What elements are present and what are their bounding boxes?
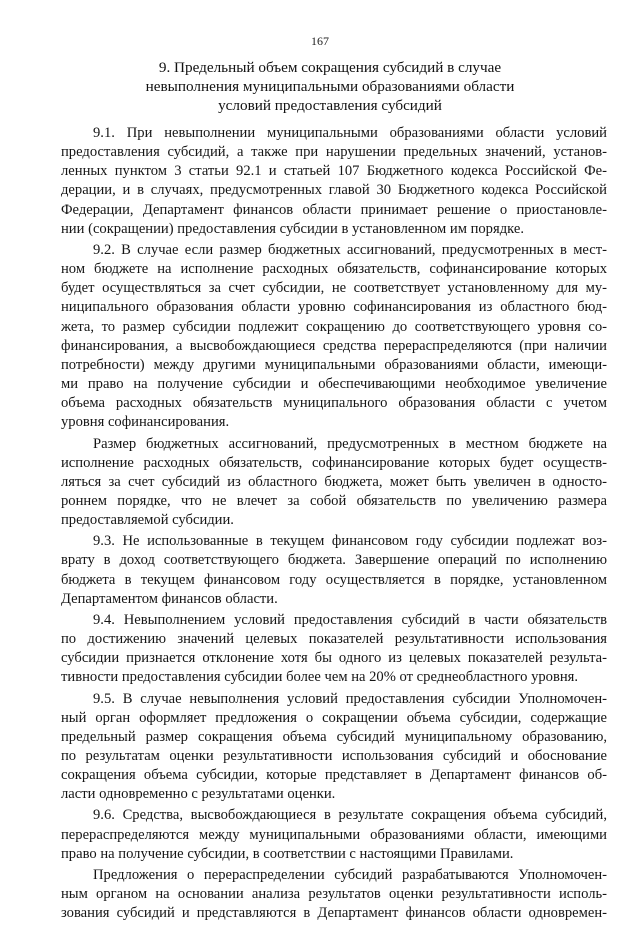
paragraph-line: ным органом на основании анализа результатов оценки результативности исполь- xyxy=(61,886,607,903)
paragraph-line: тивности предоставления субсидии более чем на 20% от среднеобластного уровня. xyxy=(61,669,579,686)
paragraph-line: бюджета в текущем финансовом году осуществляется в порядке, установленном xyxy=(61,571,607,588)
paragraph-line: Департаментом финансов области. xyxy=(61,590,278,607)
page-number: 167 xyxy=(311,34,329,48)
section-title xyxy=(60,58,600,115)
paragraph-line: ниципального образования области уровню софинансирования из областного бюд- xyxy=(61,299,607,316)
paragraph-line: ленных пунктом 3 статьи 92.1 и статьей 107 Бюджетного кодекса Российской Фе- xyxy=(61,163,607,180)
paragraph-line: ный орган оформляет предложения о сокращении объема субсидии, содержащие xyxy=(61,709,607,726)
paragraph-line: 9.2. В случае если размер бюджетных ассигнований, предусмотренных в мест- xyxy=(93,241,607,258)
paragraph xyxy=(61,611,607,688)
paragraph-line: роннем порядке, что не влечет за собой обязательств по увеличению размера xyxy=(61,492,607,509)
paragraph-line: Федерации, Департамент финансов области принимает решение о приостановле- xyxy=(61,201,607,218)
paragraph-line: сокращения объема субсидии, которые представляет в Департамент финансов об- xyxy=(61,767,607,784)
paragraph-line: по результатам оценки результативности использования субсидий и обоснование xyxy=(61,748,607,764)
paragraph-line: нии (сокращении) предоставления субсидии в установленном им порядке. xyxy=(61,220,524,237)
paragraph-line: Размер бюджетных ассигнований, предусмотренных в местном бюджете на xyxy=(93,435,607,452)
paragraph-line: ляться за счет субсидий из областного бюджета, может быть увеличен в односто- xyxy=(61,473,607,490)
paragraph-line: объема расходных обязательств муниципального образования области с учетом xyxy=(61,395,607,412)
paragraph-line: ласти одновременно с результатами оценки. xyxy=(61,786,336,803)
paragraph xyxy=(61,241,607,433)
paragraph-line: предельный размер сокращения объема субсидий муниципальному образованию, xyxy=(61,728,607,745)
paragraph-line: ном бюджете на исполнение расходных обязательств, софинансирование которых xyxy=(61,261,607,278)
paragraph xyxy=(61,866,607,923)
paragraph-line: 9.3. Не использованные в текущем финансовом году субсидии подлежат воз- xyxy=(93,533,607,550)
paragraph-line: субсидии признается отклонение хотя бы одного из целевых показателей результа- xyxy=(61,650,607,667)
section-title-line: невыполнения муниципальными образованиями области xyxy=(145,78,515,95)
paragraph-line: зования субсидий и представляются в Департамент финансов области одновремен- xyxy=(61,905,607,922)
paragraph-line: потребности) между другими муниципальными образованиями области, имеющи- xyxy=(61,356,607,373)
paragraph-line: исполнение расходных обязательств, софинансирование которых будет осуществ- xyxy=(61,454,607,471)
paragraph-line: предоставляемой субсидии. xyxy=(61,512,234,529)
paragraph xyxy=(61,806,607,863)
paragraph xyxy=(61,690,607,805)
paragraph-line: Предложения о перераспределении субсидий разрабатываются Уполномочен- xyxy=(93,866,607,883)
paragraph-line: уровня софинансирования. xyxy=(61,414,230,431)
paragraph-line: 9.5. В случае невыполнения условий предоставления субсидии Уполномочен- xyxy=(93,690,607,707)
paragraph-line: право на получение субсидии, в соответствии с настоящими Правилами. xyxy=(61,845,514,862)
paragraph-line: 9.4. Невыполнением условий предоставления субсидий в части обязательств xyxy=(93,611,607,628)
paragraph-line: будет осуществляться за счет субсидии, не соответствует установленному для му- xyxy=(61,280,607,297)
paragraph-line: 9.1. При невыполнении муниципальными образованиями области условий xyxy=(93,125,607,141)
paragraph-line: ми право на получение субсидии и обеспечивающими необходимое увеличение xyxy=(61,376,607,393)
paragraph xyxy=(61,532,607,609)
paragraph xyxy=(61,435,607,531)
paragraph-line: финансирования, а высвобождающиеся средства перераспределяются (при наличии xyxy=(61,337,607,354)
section-title-line: 9. Предельный объем сокращения субсидий в случае xyxy=(158,59,502,76)
paragraph xyxy=(61,124,607,239)
paragraph-line: перераспределяются между муниципальными образованиями области, имеющими xyxy=(61,826,607,843)
paragraph-line: дерации, и в случаях, предусмотренных главой 30 Бюджетного кодекса Российской xyxy=(61,182,607,199)
paragraph-line: по достижению значений целевых показателей результативности использования xyxy=(61,631,607,648)
section-title-line: условий предоставления субсидий xyxy=(218,97,442,114)
paragraph-line: жета, то размер субсидии подлежит сокращению до соответствующего уровня со- xyxy=(61,318,607,335)
paragraph-line: предоставления субсидий, а также при нарушении предельных значений, установ- xyxy=(61,144,607,161)
document-body xyxy=(61,124,607,925)
paragraph-line: 9.6. Средства, высвобождающиеся в результате сокращения объема субсидий, xyxy=(93,807,607,824)
paragraph-line: врату в доход соответствующего бюджета. Завершение операций по исполнению xyxy=(61,552,607,569)
